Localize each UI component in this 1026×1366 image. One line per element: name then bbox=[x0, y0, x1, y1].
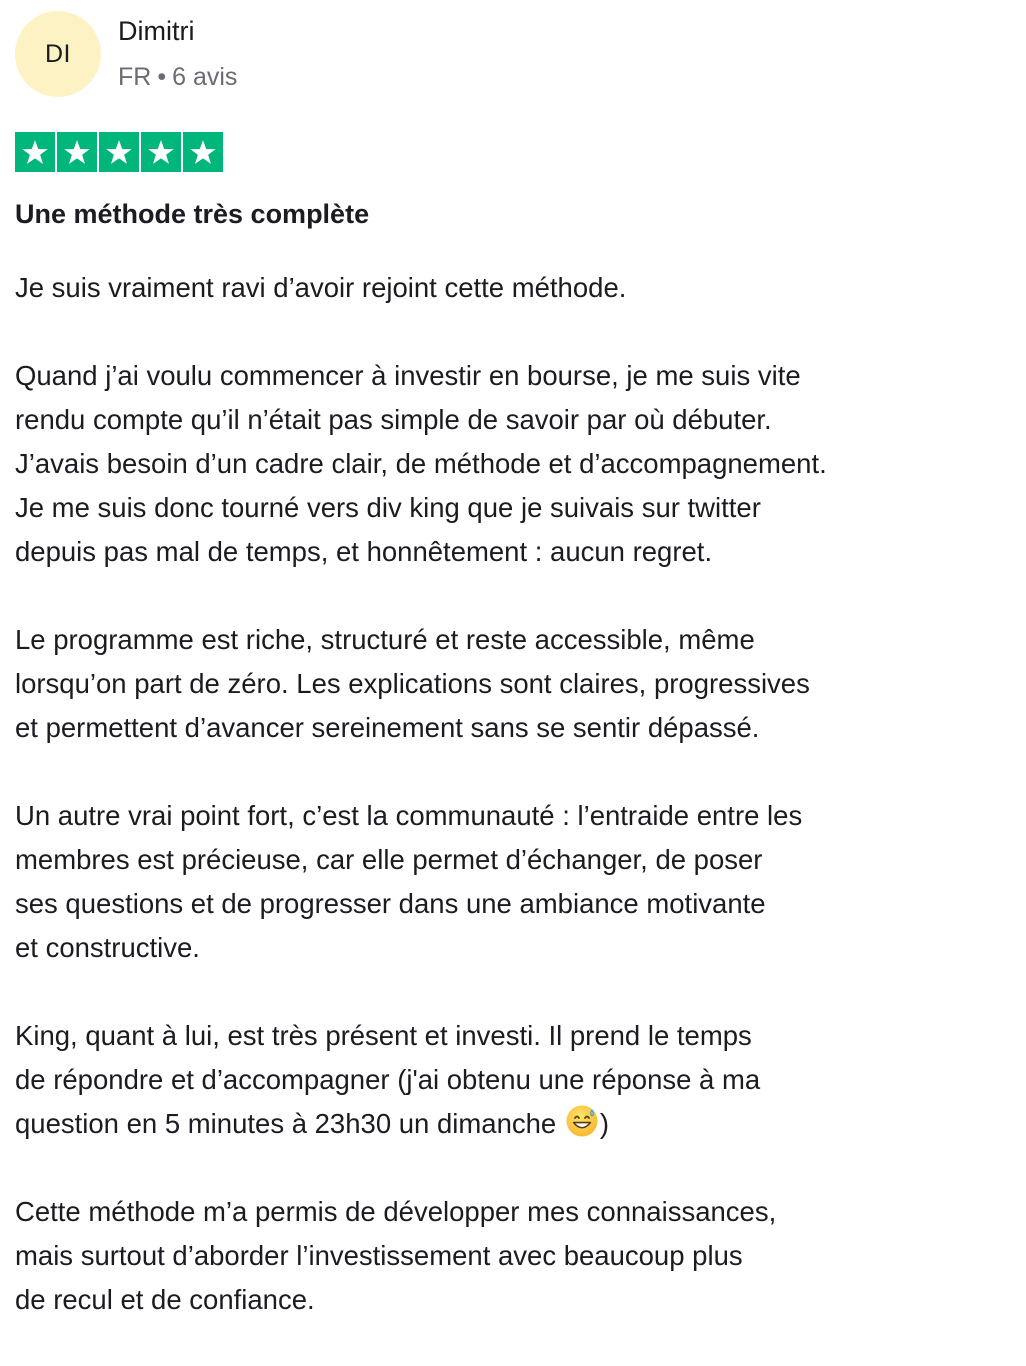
review-line: Je suis vraiment ravi d’avoir rejoint cette méthode. bbox=[15, 272, 627, 303]
reviewer-name[interactable]: Dimitri bbox=[118, 16, 195, 46]
meta-separator: • bbox=[157, 63, 167, 91]
review-body bbox=[15, 266, 1020, 1366]
review-line: lorsqu’on part de zéro. Les explications sont claires, progressives bbox=[15, 668, 810, 699]
star-rating bbox=[15, 132, 223, 172]
reviewer-review-count: 6 avis bbox=[172, 63, 238, 91]
review-line: de recul et de confiance. bbox=[15, 1284, 315, 1315]
review-line: Quand j’ai voulu commencer à investir en bourse, je me suis vite bbox=[15, 360, 801, 391]
avatar[interactable]: DI bbox=[15, 11, 101, 97]
review-paragraph bbox=[15, 1190, 1020, 1322]
review-paragraph bbox=[15, 794, 1020, 970]
review-paragraph bbox=[15, 618, 1020, 750]
review-line: et permettent d’avancer sereinement sans se sentir dépassé. bbox=[15, 712, 760, 743]
star-icon bbox=[15, 132, 55, 172]
review-line bbox=[15, 1102, 1020, 1146]
review-line: depuis pas mal de temps, et honnêtement : aucun regret. bbox=[15, 536, 713, 567]
reviewer-meta bbox=[118, 60, 237, 94]
review-line: J’avais besoin d’un cadre clair, de méthode et d’accompagnement. bbox=[15, 448, 827, 479]
review-line: de répondre et d’accompagner (j'ai obtenu une réponse à ma bbox=[15, 1064, 761, 1095]
review-paragraph bbox=[15, 266, 1020, 310]
star-icon bbox=[57, 132, 97, 172]
review-line: Je me suis donc tourné vers div king que je suivais sur twitter bbox=[15, 492, 761, 523]
review-line: ses questions et de progresser dans une ambiance motivante bbox=[15, 888, 766, 919]
review-paragraph bbox=[15, 1014, 1020, 1146]
review-line-text: question en 5 minutes à 23h30 un dimanche bbox=[15, 1108, 557, 1139]
review-line: Un autre vrai point fort, c’est la communauté : l’entraide entre les bbox=[15, 800, 803, 831]
review-title[interactable]: Une méthode très complète bbox=[15, 199, 370, 229]
review-line-text: ) bbox=[599, 1108, 610, 1139]
grinning-face-with-sweat-icon bbox=[565, 1104, 599, 1138]
star-icon bbox=[183, 132, 223, 172]
review-line: King, quant à lui, est très présent et investi. Il prend le temps bbox=[15, 1020, 752, 1051]
review-line: membres est précieuse, car elle permet d’échanger, de poser bbox=[15, 844, 763, 875]
review-line: et constructive. bbox=[15, 932, 200, 963]
star-icon bbox=[141, 132, 181, 172]
review-line: rendu compte qu’il n’était pas simple de savoir par où débuter. bbox=[15, 404, 772, 435]
star-icon bbox=[99, 132, 139, 172]
review-line: Cette méthode m’a permis de développer mes connaissances, bbox=[15, 1196, 777, 1227]
review-paragraph bbox=[15, 354, 1020, 574]
review-line: Le programme est riche, structuré et reste accessible, même bbox=[15, 624, 755, 655]
reviewer-country: FR bbox=[118, 63, 152, 91]
review-line: mais surtout d’aborder l’investissement avec beaucoup plus bbox=[15, 1240, 743, 1271]
